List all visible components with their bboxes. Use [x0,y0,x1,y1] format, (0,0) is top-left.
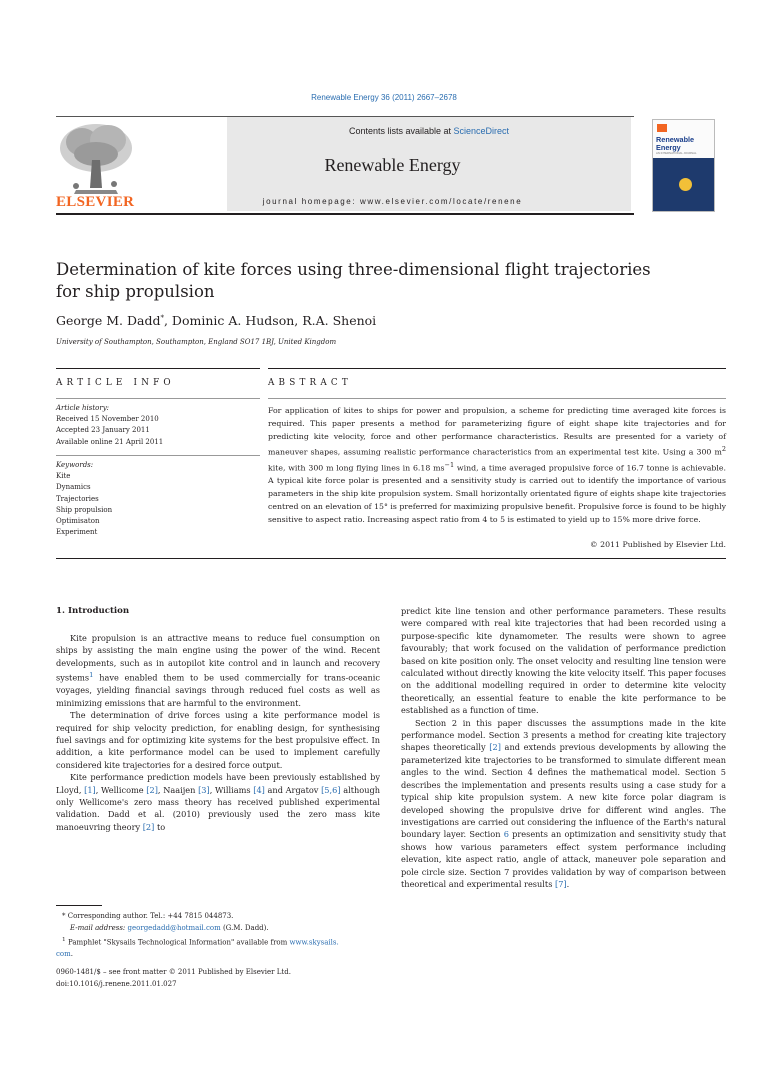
text-run: have enabled them to be used commercially for trans-oceanic voyages, yielding financial savings through reduced fuel costs as well as minimizing emissions that are harmful to the environment. [56,672,380,708]
citation-link[interactable]: [2] [142,821,155,832]
citation-link[interactable]: [4] [253,784,265,795]
intro-paragraph-5 [401,717,726,891]
footnote-ref-1[interactable]: 1 [89,671,94,680]
abstract-copyright: © 2011 Published by Elsevier Ltd. [589,540,726,549]
keyword-item: Dynamics [56,483,91,492]
email-label: E-mail address: [70,924,128,932]
email-link[interactable]: georgedadd@hotmail.com [127,924,221,932]
text-run: , Williams [209,784,254,795]
author-others: , Dominic A. Hudson, R.A. Shenoi [163,313,377,328]
text-run: to [154,821,166,832]
cover-subtitle: AN INTERNATIONAL JOURNAL [656,151,697,155]
abstract-sup-2: −1 [444,460,455,469]
abstract-part-1: For application of kites to ships for power and propulsion, a scheme for predicting time averaged kite forces is required. This paper presents a method for parameterizing figure of eight shape kite trajectories and for predicting kite velocity, force and other performance characteristics. Results are presented for a variety of maneuver shapes, assuming realistic performance characteristics from an experimental test kite. Using a 300 m [268,406,726,457]
abstract-text [268,404,726,526]
article-title [56,259,696,303]
footnote-rule [56,905,102,906]
text-run: Kite performance prediction models have been previously established by Lloyd, [56,772,380,795]
corresponding-mark[interactable]: * [160,313,164,322]
article-info-rule-mid [56,398,260,399]
text-run: Kite propulsion is an attractive means to reduce fuel consumption on ships by assisting the main engine using the power of the wind. Recent developments, such as in autopilot kite control and in launch and recovery systems [56,633,380,683]
intro-paragraph-2: The determination of drive forces using a kite performance model is required for ship velocity prediction, for enabling design, for synthesising fuel savings and for optimizing kite systems for the best propulsive effect. In addition, a kite performance model can be used to implement carefully considered kite trajectories for a desired force output. [56,710,380,770]
right-column-body [401,605,726,890]
journal-cover-image [652,119,715,212]
footnote-1-cont [56,948,380,960]
email-suffix: (G.M. Dadd). [220,924,269,932]
intro-paragraph-3 [56,771,380,833]
sciencedirect-link[interactable]: ScienceDirect [453,126,510,136]
text-run: , Naaijen [157,784,199,795]
keyword-item: Ship propulsion [56,505,113,514]
keywords-label: Keywords: [56,461,94,469]
cover-image-band [653,158,714,211]
footnotes [56,910,380,960]
footnote-email [56,922,380,934]
history-accepted: Accepted 23 January 2011 [56,426,150,435]
text-run: presents an optimization and sensitivity study that shows how various parameters effect system performance including elevation, kite aspect ratio, angle of attack, maneuver pole separation and pole circle size. Section 7 provides validation by way of comparison between theoretical and experimental results [401,829,726,889]
journal-homepage[interactable]: journal homepage: www.elsevier.com/locate/renene [262,197,523,206]
abstract-sup-1: 2 [721,445,726,453]
skysails-link[interactable]: www.skysails. [289,938,339,947]
keyword-item: Trajectories [56,494,99,503]
abstract-rule-mid [268,398,726,399]
footnote-corresponding [56,910,380,922]
footnote-1 [56,934,380,948]
text-run: Section 2 in this paper discusses the assumptions made in the kite performance model. Section 3 presents a method for creating kite trajectory shapes theoretically [401,717,726,753]
keywords-block [56,460,256,538]
footnote-mark: * [62,912,66,920]
keyword-item: Optimisaton [56,517,100,526]
journal-title: Renewable Energy [324,155,461,175]
footnote-mark: 1 [62,937,66,943]
issn-line: 0960-1481/$ – see front matter © 2011 Published by Elsevier Ltd. [56,968,291,976]
section-heading-introduction: 1. Introduction [56,606,130,616]
footnote-text: Pamphlet "Skysails Technological Information" available from [65,938,290,947]
footnote-text: . [70,950,74,959]
keyword-item: Kite [56,472,71,481]
title-line-1: Determination of kite forces using three-dimensional flight trajectories [56,260,651,279]
author-list [56,313,376,328]
cover-sun-graphic [679,178,692,191]
abstract-rule-top [268,368,726,369]
history-received: Received 15 November 2010 [56,415,159,424]
affiliation: University of Southampton, Southampton, England SO17 1BJ, United Kingdom [56,338,337,346]
citation-link[interactable]: [2] [489,742,501,753]
skysails-link-cont[interactable]: com [56,950,71,959]
intro-paragraph-4: predict kite line tension and other performance parameters. These results were compared with real kite trajectories that had been recorded using a purpose-specific kite dynamometer. The results were shown to agree favourably; that work focused on the validation of performance prediction based on kite position only. The onset velocity and resulting line tension were calculated without directly knowing the kite velocity itself. This paper focuses on the additional modelling required in order to determine kite velocity theoretically, an essential feature to enable the kite performance to be established as a function of time. [401,606,726,716]
history-label: Article history: [56,404,110,412]
history-online: Available online 21 April 2011 [56,437,164,446]
citation-link[interactable]: [5,6] [321,784,341,795]
article-info-heading: ARTICLE INFO [56,378,175,388]
abstract-part-3: wind, a time averaged propulsive force of 16.7 tonne is achievable. A typical kite force polar is presented and a sensitivity study is carried out to identify the importance of various parameters in the ship kite propulsion system. Small horizontally orientated figure of eights shape kite trajectories centred on an elevation of 15° is preferred for maximizing propulsive benefit. Propulsive force is found to be highly sensitive to aspect ratio. Increasing aspect ratio from 4 to 5 is estimated to yield up to 15% more drive force. [268,463,726,525]
abstract-part-2: kite, with 300 m long flying lines in 6.18 ms [268,463,445,473]
keyword-item: Experiment [56,528,98,537]
doi-line[interactable]: doi:10.1016/j.renene.2011.01.027 [56,980,177,988]
abstract-heading: ABSTRACT [268,378,352,388]
abstract-rule-bottom [56,558,726,559]
contents-prefix: Contents lists available at [348,126,454,136]
text-run: and extends previous developments by allowing the parameterized kite trajectories to be transformed to simulate different mean angles to the wind. Section 4 defines the mathematical model. Section 5 describes the implementation and presents results using a case study for a typical ship kite propulsion system. A new kite force polar diagram is developed showing the propulsive drive for different wind angles. The investigations are carried out considering the influence of the Earth's natural boundary layer. Section [401,742,727,840]
intro-paragraph-1 [56,632,380,709]
title-line-2: for ship propulsion [56,282,215,301]
text-run: and Argatov [264,784,322,795]
elsevier-tree-logo [56,120,136,198]
section-link[interactable]: 6 [503,829,509,840]
citation-link[interactable]: [3] [198,784,210,795]
text-run: . [566,878,570,889]
footnote-text: Corresponding author. Tel.: +44 7815 044873. [65,912,234,920]
author-primary: George M. Dadd [56,313,161,328]
journal-citation[interactable]: Renewable Energy 36 (2011) 2667–2678 [311,93,457,102]
article-history [56,403,256,448]
citation-link[interactable]: [1] [84,784,96,795]
left-column-body [56,632,380,833]
citation-link[interactable]: [7] [555,878,567,889]
text-run: , Wellicome [95,784,147,795]
elsevier-wordmark: ELSEVIER [56,194,135,210]
contents-line [227,126,631,136]
citation-link[interactable]: [2] [146,784,158,795]
cover-elsevier-logo [657,124,667,132]
article-info-rule-sep [56,455,260,456]
header-bottom-rule [56,213,634,215]
cover-title: Renewable Energy [656,135,695,152]
text-run: although only Wellicome's zero mass theory has received published experimental validation. Dadd et al. (2010) previously used the zero mass kite manoeuvring theory [56,784,380,832]
article-info-rule-top [56,368,260,369]
